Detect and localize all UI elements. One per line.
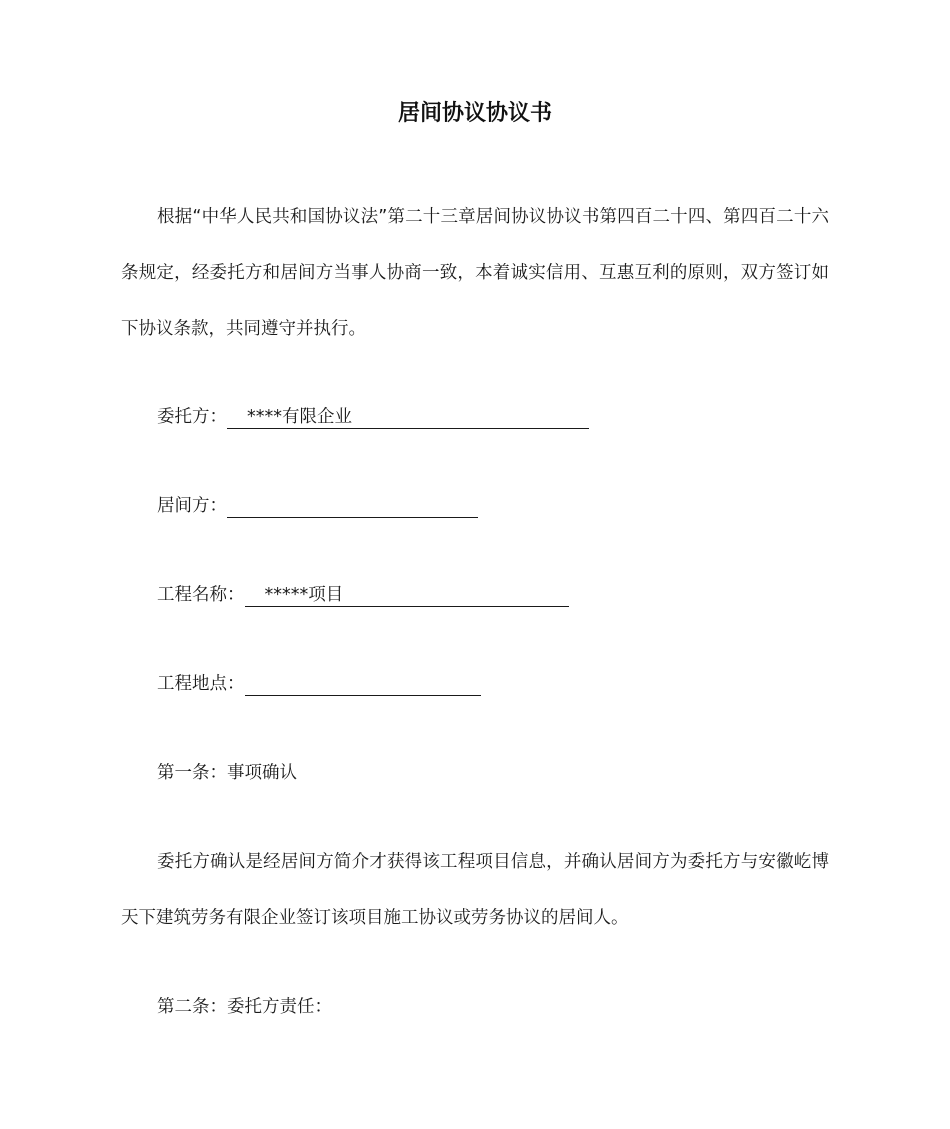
article2-heading: 第二条：委托方责任： [157, 997, 332, 1017]
project-field [245, 584, 569, 607]
client-line [157, 403, 589, 431]
site-line [157, 670, 481, 698]
article1-body: 委托方确认是经居间方简介才获得该工程项目信息，并确认居间方为委托方与安徽屹博天下建筑劳务有限企业签订该项目施工协议或劳务协议的居间人。 [121, 852, 829, 928]
article1-heading: 第一条：事项确认 [157, 763, 297, 783]
project-line [157, 581, 569, 609]
broker-line [157, 492, 478, 520]
client-field [227, 406, 589, 429]
broker-field [227, 495, 478, 518]
site-field [245, 673, 481, 696]
site-label: 工程地点： [157, 674, 245, 694]
client-label: 委托方： [157, 407, 227, 427]
broker-label: 居间方： [157, 496, 227, 516]
project-label: 工程名称： [157, 585, 245, 605]
project-value: *****项目 [264, 585, 344, 605]
document-title: 居间协议协议书 [397, 101, 552, 126]
broker-value [227, 496, 247, 516]
site-value [245, 674, 265, 694]
intro-paragraph: 根据“中华人民共和国协议法”第二十三章居间协议协议书第四百二十四、第四百二十六条规定，经委托方和居间方当事人协商一致，本着诚实信用、互惠互利的原则，双方签订如下协议条款，共同遵守并执行。 [121, 207, 829, 339]
client-value: ****有限企业 [247, 407, 352, 427]
